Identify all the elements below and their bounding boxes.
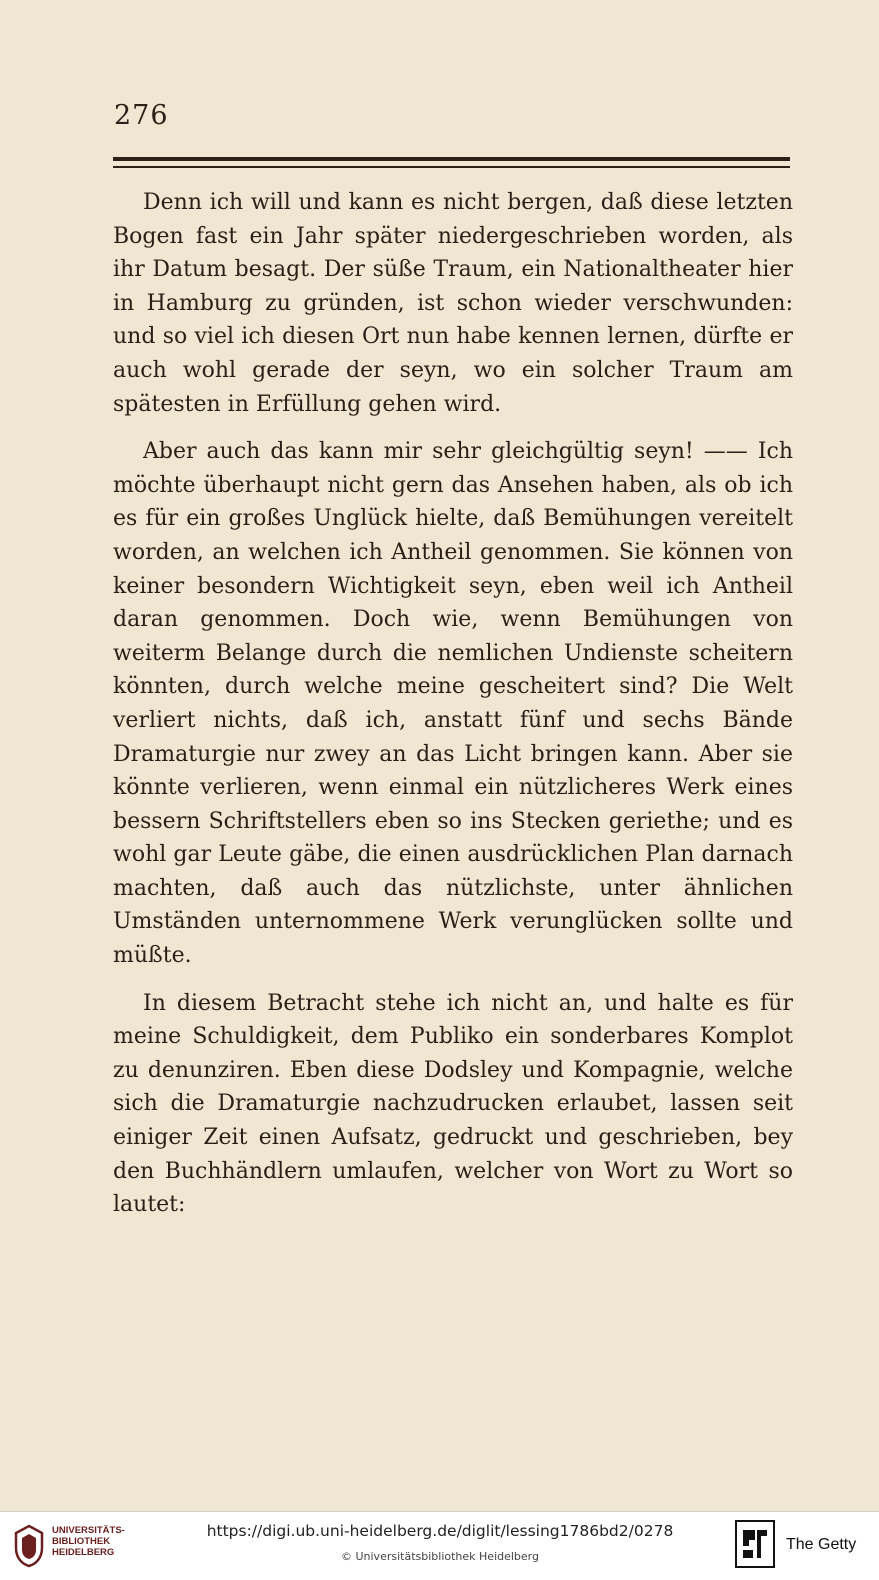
paragraph: Aber auch das kann mir sehr gleichgültig seyn! —— Ich möchte überhaupt nicht gern das Ansehen haben, als ob ich es für ein großes Unglück hielte, daß Bemühungen vereitelt worden, an welchen ich Antheil genommen. Sie können von keiner besondern Wichtigkeit seyn, eben weil ich Antheil daran genommen. Doch wie, wenn Bemühungen von weiterm Belange durch die nemlichen Undienste scheitern könnten, durch welche meine gescheitert sind? Die Welt verliert nichts, daß ich, anstatt fünf und sechs Bände Dramaturgie nur zwey an das Licht bringen kann. Aber sie könnte verlieren, wenn einmal ein nützlicheres Werk eines bessern Schriftstellers eben so ins Stecken geriethe; und es wohl gar Leute gäbe, die einen ausdrücklichen Plan darnach machten, daß auch das nützlichste, unter ähnlichen Umständen unternommene Werk verunglücken sollte und müßte.: [113, 439, 793, 969]
permalink-url[interactable]: https://digi.ub.uni-heidelberg.de/diglit/lessing1786bd2/0278: [206, 1522, 674, 1540]
paragraph: In diesem Betracht stehe ich nicht an, und halte es für meine Schuldigkeit, dem Publiko ein sonderbares Komplot zu denunziren. Eben diese Dodsley und Kompagnie, welche sich die Dramaturgie nachzudrucken erlaubet, lassen seit einiger Zeit einen Aufsatz, gedruckt und geschrieben, bey den Buchhändlern umlaufen, welcher von Wort zu Wort so lautet:: [113, 990, 793, 1218]
paragraph: Denn ich will und kann es nicht bergen, daß diese letzten Bogen fast ein Jahr später niedergeschrieben worden, als ihr Datum besagt. Der süße Traum, ein Nationaltheater hier in Hamburg zu gründen, ist schon wieder verschwunden: und so viel ich diesen Ort nun habe kennen lernen, dürfte er auch wohl gerade der seyn, wo ein solcher Traum am spätesten in Erfüllung gehen wird.: [113, 190, 793, 417]
partner-name: The Getty: [786, 1536, 857, 1553]
copyright-notice: © Universitätsbibliothek Heidelberg: [340, 1550, 539, 1563]
institution-line: UNIVERSITÄTS-: [52, 1525, 125, 1536]
header-rule-thin: [113, 166, 790, 168]
body-text: [113, 186, 793, 1222]
institution-line: BIBLIOTHEK: [52, 1536, 111, 1547]
getty-logo-icon: [735, 1520, 775, 1568]
header-rule-thick: [113, 157, 790, 161]
heidelberg-library-logo-icon: [12, 1524, 46, 1568]
footer-bar: [0, 1511, 879, 1580]
institution-name: [52, 1525, 125, 1558]
page-number: 276: [114, 100, 169, 131]
header-rule: [113, 157, 790, 168]
institution-line: HEIDELBERG: [52, 1547, 115, 1558]
